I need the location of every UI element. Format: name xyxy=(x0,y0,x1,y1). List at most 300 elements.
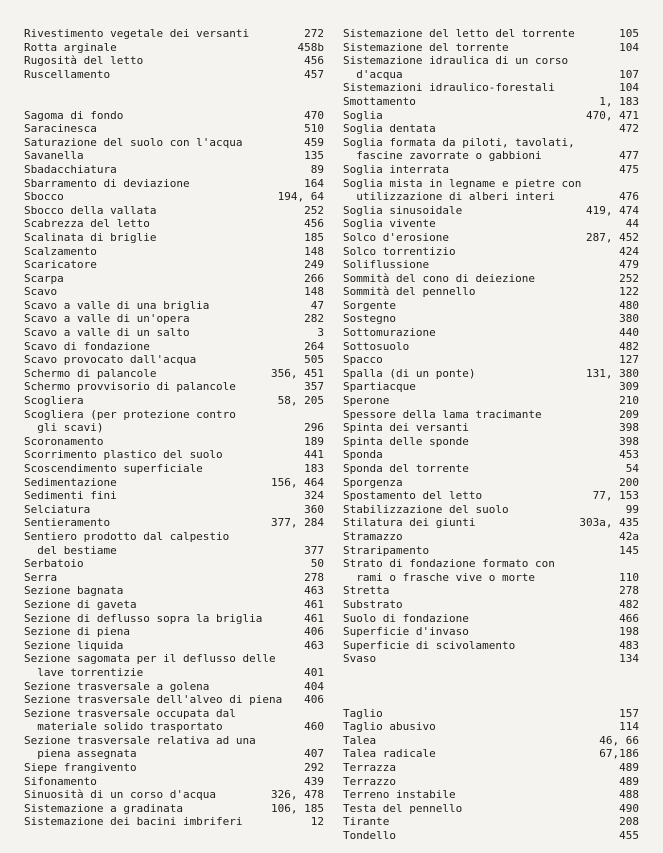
index-term: Tirante xyxy=(343,815,390,829)
index-term: Sifonamento xyxy=(24,774,97,788)
index-page-ref: 440 xyxy=(619,326,639,340)
index-page-ref: 208 xyxy=(619,815,639,829)
index-entry xyxy=(24,462,324,476)
index-page-ref: 482 xyxy=(619,339,639,353)
index-page-ref: 466 xyxy=(619,611,639,625)
index-term: Sommità del cono di deiezione xyxy=(343,271,536,285)
index-entry xyxy=(24,435,324,449)
index-page-ref: 453 xyxy=(619,448,639,462)
index-term: Solco d'erosione xyxy=(343,230,449,244)
index-page-ref: 309 xyxy=(619,380,639,394)
index-page-ref: 377, 284 xyxy=(271,516,324,530)
index-term: Soglia interrata xyxy=(343,162,449,176)
index-page-ref: 406 xyxy=(304,625,324,639)
index-term: Terrazza xyxy=(343,761,396,775)
index-term: Strato di fondazione formato con rami o frasche vive o morte xyxy=(343,557,555,584)
index-term: Sistemazioni idraulico-forestali xyxy=(343,81,555,95)
index-term: Sbadacchiatura xyxy=(24,162,117,176)
index-term: Rotta arginale xyxy=(24,40,117,54)
index-term: Terrazzo xyxy=(343,774,396,788)
index-term: Smottamento xyxy=(343,94,416,108)
index-entry xyxy=(24,136,324,150)
index-page-ref: 458b xyxy=(297,40,324,54)
index-page-ref: 44 xyxy=(625,217,639,231)
index-entry xyxy=(24,815,324,829)
index-page-ref: 441 xyxy=(304,448,324,462)
index-page-ref: 419, 474 xyxy=(586,203,639,217)
index-entry xyxy=(343,408,639,422)
index-gap xyxy=(343,680,639,694)
index-term: Straripamento xyxy=(343,543,430,557)
index-term: Scogliera xyxy=(24,394,84,408)
index-page-ref: 134 xyxy=(619,652,639,666)
index-entry xyxy=(343,421,639,435)
index-entry xyxy=(24,571,324,585)
index-page-ref: 164 xyxy=(304,176,324,190)
index-entry xyxy=(343,584,639,598)
index-entry xyxy=(24,612,324,626)
index-term: Sponda xyxy=(343,448,383,462)
index-term: Soglia mista in legname e pietre con utilizzazione di alberi interi xyxy=(343,176,582,204)
index-page-ref: 110 xyxy=(619,570,639,584)
index-term: Scoronamento xyxy=(24,434,104,448)
index-term: Sistemazione a gradinata xyxy=(24,801,183,815)
index-page-ref: 104 xyxy=(619,81,639,95)
index-term: Solco torrentizio xyxy=(343,244,456,258)
index-page-ref: 252 xyxy=(619,271,639,285)
index-term: Sezione sagomata per il deflusso delle lave torrentizie xyxy=(24,652,276,679)
index-entry xyxy=(343,353,639,367)
index-page-ref: 46, 66 xyxy=(599,733,639,747)
index-page-ref: 479 xyxy=(619,258,639,272)
index-entry xyxy=(343,326,639,340)
index-term: Stramazzo xyxy=(343,529,403,543)
index-page-ref: 398 xyxy=(619,434,639,448)
index-entry xyxy=(343,489,639,503)
index-entry xyxy=(343,231,639,245)
index-term: Stabilizzazione del suolo xyxy=(343,502,509,516)
index-entry xyxy=(24,54,324,68)
index-entry xyxy=(343,312,639,326)
index-page-ref: 460 xyxy=(304,720,324,734)
index-term: Soglia formata da piloti, tavolati, fascine zavorrate o gabbioni xyxy=(343,135,575,163)
index-page-ref: 106, 185 xyxy=(271,801,324,815)
index-entry xyxy=(343,204,639,218)
index-term: Suolo di fondazione xyxy=(343,611,469,625)
index-page-ref: 1, 183 xyxy=(599,94,639,108)
index-term: Scavo provocato dall'acqua xyxy=(24,353,197,367)
index-entry xyxy=(24,258,324,272)
index-page-ref: 200 xyxy=(619,475,639,489)
index-page-ref: 67,186 xyxy=(599,747,639,761)
index-page-ref: 50 xyxy=(310,557,324,571)
index-term: Scalinata di briglie xyxy=(24,230,157,244)
index-page-ref: 489 xyxy=(619,774,639,788)
index-page-ref: 470, 471 xyxy=(586,108,639,122)
index-entry xyxy=(24,326,324,340)
index-page-ref: 282 xyxy=(304,312,324,326)
index-page-ref: 424 xyxy=(619,244,639,258)
index-term: Sponda del torrente xyxy=(343,462,469,475)
index-page-ref: 148 xyxy=(304,285,324,299)
index-entry xyxy=(24,149,324,163)
index-term: Scavo a valle di un salto xyxy=(24,326,190,340)
index-page-ref: 480 xyxy=(619,298,639,312)
index-term: Sporgenza xyxy=(343,475,403,489)
index-page-ref: 105 xyxy=(619,27,639,40)
index-entry xyxy=(343,516,639,530)
index-entry xyxy=(24,177,324,191)
index-entry xyxy=(343,81,639,95)
index-entry xyxy=(343,652,639,666)
index-term: Scavo xyxy=(24,285,58,299)
index-page-ref: 210 xyxy=(619,394,639,408)
index-page-ref: 249 xyxy=(304,258,324,272)
index-term: Serbatoio xyxy=(24,557,84,571)
index-term: Talea xyxy=(343,733,377,747)
index-term: Sistemazione del letto del torrente xyxy=(343,27,575,40)
index-page-ref: 42a xyxy=(619,529,639,543)
index-page-ref: 107 xyxy=(619,67,639,81)
index-entry xyxy=(24,312,324,326)
index-page-ref: 456 xyxy=(304,217,324,231)
index-term: Sezione trasversale relativa ad una piena assegnata xyxy=(24,733,256,761)
index-term: Sentieramento xyxy=(24,516,111,530)
index-entry xyxy=(24,122,324,136)
index-page-ref: 185 xyxy=(304,230,324,244)
index-page-ref: 404 xyxy=(304,679,324,693)
index-entry xyxy=(24,680,324,694)
index-entry xyxy=(24,775,324,789)
index-term: Spalla (di un ponte) xyxy=(343,366,476,380)
index-term: Selciatura xyxy=(24,502,91,516)
index-page-ref: 157 xyxy=(619,706,639,720)
index-term: Schermo di palancole xyxy=(24,366,157,380)
index-page-ref: 287, 452 xyxy=(586,230,639,244)
index-page-ref: 456 xyxy=(304,54,324,68)
index-term: Soglia vivente xyxy=(343,217,436,231)
index-entry xyxy=(24,489,324,503)
index-page-ref: 439 xyxy=(304,774,324,788)
index-term: Scogliera (per protezione contro gli scavi) xyxy=(24,407,236,435)
index-term: Ruscellamento xyxy=(24,67,111,81)
index-entry xyxy=(343,122,639,136)
index-term: Scavo a valle di una briglia xyxy=(24,298,210,312)
index-term: Svaso xyxy=(343,652,377,666)
index-entry xyxy=(343,27,639,41)
index-gap xyxy=(24,95,324,109)
index-page-ref: 58, 205 xyxy=(277,394,324,408)
index-entry xyxy=(343,41,639,55)
index-entry xyxy=(343,380,639,394)
index-term: Sommità del pennello xyxy=(343,285,476,299)
index-term: Sezione liquida xyxy=(24,638,124,652)
index-page-ref: 356, 451 xyxy=(271,366,324,380)
index-entry xyxy=(24,190,324,204)
index-term: Tondello xyxy=(343,829,396,843)
index-term: Soglia dentata xyxy=(343,122,436,136)
index-page-ref: 264 xyxy=(304,339,324,353)
index-term: Saracinesca xyxy=(24,122,97,136)
index-page-ref: 104 xyxy=(619,40,639,54)
index-entry xyxy=(343,245,639,259)
index-page-ref: 272 xyxy=(304,27,324,40)
index-term: Taglio xyxy=(343,706,383,720)
index-term: Taglio abusivo xyxy=(343,720,436,734)
index-entry xyxy=(343,448,639,462)
index-entry xyxy=(343,272,639,286)
index-page-ref: 470 xyxy=(304,108,324,122)
index-term: Superficie d'invaso xyxy=(343,625,469,639)
index-page-ref: 475 xyxy=(619,162,639,176)
index-entry xyxy=(343,54,639,81)
index-page-ref: 463 xyxy=(304,638,324,652)
index-gap xyxy=(24,81,324,95)
index-term: Sistemazione idraulica di un corso d'acqua xyxy=(343,54,569,81)
index-term: Sistemazione dei bacini imbriferi xyxy=(24,815,243,829)
index-entry xyxy=(24,408,324,435)
index-page-ref: 377 xyxy=(304,543,324,557)
index-term: Sezione trasversale a golena xyxy=(24,679,210,693)
index-term: Sbocco xyxy=(24,190,64,204)
index-column-left xyxy=(24,27,324,829)
index-entry xyxy=(24,530,324,557)
index-page-ref: 54 xyxy=(625,462,639,475)
index-entry xyxy=(343,476,639,490)
index-term: Spartiacque xyxy=(343,380,416,394)
index-entry xyxy=(24,109,324,123)
index-term: Stilatura dei giunti xyxy=(343,516,476,530)
index-entry xyxy=(343,530,639,544)
index-term: Serra xyxy=(24,570,58,584)
index-entry xyxy=(24,761,324,775)
index-entry xyxy=(343,258,639,272)
index-entry xyxy=(343,503,639,517)
index-page-ref: 406 xyxy=(304,693,324,707)
index-entry xyxy=(343,340,639,354)
index-entry xyxy=(343,557,639,584)
index-entry xyxy=(24,693,324,707)
index-entry xyxy=(24,516,324,530)
index-entry xyxy=(24,639,324,653)
index-term: Sistemazione del torrente xyxy=(343,40,509,54)
index-page-ref: 99 xyxy=(625,502,639,516)
index-term: Scavo di fondazione xyxy=(24,339,150,353)
index-gap xyxy=(343,666,639,680)
index-entry xyxy=(24,557,324,571)
index-term: Spacco xyxy=(343,353,383,367)
index-term: Siepe frangivento xyxy=(24,761,137,775)
index-page-ref: 459 xyxy=(304,135,324,149)
index-entry xyxy=(24,625,324,639)
index-entry xyxy=(343,95,639,109)
index-page-ref: 510 xyxy=(304,122,324,136)
index-entry xyxy=(343,761,639,775)
index-page-ref: 461 xyxy=(304,611,324,625)
index-term: Spessore della lama tracimante xyxy=(343,407,542,421)
index-entry xyxy=(24,367,324,381)
index-page-ref: 505 xyxy=(304,353,324,367)
index-entry xyxy=(24,163,324,177)
index-entry xyxy=(24,340,324,354)
index-page-ref: 326, 478 xyxy=(271,788,324,802)
index-page-ref: 324 xyxy=(304,489,324,503)
index-entry xyxy=(24,245,324,259)
index-page-ref: 266 xyxy=(304,271,324,285)
index-entry xyxy=(343,734,639,748)
index-entry xyxy=(343,639,639,653)
index-page-ref: 122 xyxy=(619,285,639,299)
index-term: Soglia xyxy=(343,108,383,122)
index-term: Sorgente xyxy=(343,298,396,312)
index-entry xyxy=(343,136,639,163)
index-entry xyxy=(24,734,324,761)
index-term: Sagoma di fondo xyxy=(24,108,124,122)
index-page-ref: 252 xyxy=(304,203,324,217)
index-page-ref: 145 xyxy=(619,543,639,557)
index-term: Rugosità del letto xyxy=(24,54,144,68)
index-entry xyxy=(24,476,324,490)
index-entry xyxy=(343,815,639,829)
index-entry xyxy=(24,272,324,286)
index-entry xyxy=(343,788,639,802)
index-term: Substrato xyxy=(343,597,403,611)
index-term: Sezione trasversale dell'alveo di piena xyxy=(24,693,283,707)
index-entry xyxy=(343,109,639,123)
index-page-ref: 209 xyxy=(619,407,639,421)
index-term: Savanella xyxy=(24,149,84,163)
index-page-ref: 401 xyxy=(304,665,324,679)
index-entry xyxy=(24,68,324,82)
index-entry xyxy=(343,163,639,177)
index-page-ref: 472 xyxy=(619,122,639,136)
index-entry xyxy=(343,435,639,449)
index-term: Sezione trasversale occupata dal materiale solido trasportato xyxy=(24,706,236,734)
index-page-ref: 477 xyxy=(619,149,639,163)
index-page-ref: 77, 153 xyxy=(592,489,639,503)
index-entry xyxy=(24,394,324,408)
index-page-ref: 194, 64 xyxy=(277,190,324,204)
index-page-ref: 488 xyxy=(619,788,639,802)
index-term: Rivestimento vegetale dei versanti xyxy=(24,27,250,40)
index-entry xyxy=(24,380,324,394)
index-term: Scorrimento plastico del suolo xyxy=(24,448,223,462)
index-page-ref: 89 xyxy=(310,162,324,176)
index-entry xyxy=(343,747,639,761)
index-entry xyxy=(343,625,639,639)
index-term: Terreno instabile xyxy=(343,788,456,802)
index-term: Sezione bagnata xyxy=(24,584,124,598)
index-page-ref: 463 xyxy=(304,584,324,598)
index-entry xyxy=(24,285,324,299)
index-page-ref: 398 xyxy=(619,421,639,435)
index-term: Sezione di gaveta xyxy=(24,597,137,611)
index-entry xyxy=(24,598,324,612)
index-term: Spostamento del letto xyxy=(343,489,483,503)
index-term: Sezione di deflusso sopra la briglia xyxy=(24,611,263,625)
index-page-ref: 457 xyxy=(304,67,324,81)
index-entry xyxy=(24,41,324,55)
index-term: Scavo a valle di un'opera xyxy=(24,312,190,326)
index-entry xyxy=(343,177,639,204)
index-entry xyxy=(343,707,639,721)
index-term: Sedimenti fini xyxy=(24,489,117,503)
index-page-ref: 189 xyxy=(304,434,324,448)
index-page-ref: 135 xyxy=(304,149,324,163)
index-entry xyxy=(24,299,324,313)
index-term: Spinta dei versanti xyxy=(343,421,469,435)
index-page-ref: 292 xyxy=(304,761,324,775)
index-entry xyxy=(24,503,324,517)
index-term: Scarpa xyxy=(24,271,64,285)
index-entry xyxy=(343,544,639,558)
index-page-ref: 3 xyxy=(317,326,324,340)
index-page-ref: 490 xyxy=(619,801,639,815)
index-page-ref: 198 xyxy=(619,625,639,639)
index-entry xyxy=(343,367,639,381)
index-entry xyxy=(343,394,639,408)
index-term: Saturazione del suolo con l'acqua xyxy=(24,135,243,149)
index-page-ref: 278 xyxy=(619,584,639,598)
index-entry xyxy=(343,462,639,476)
index-entry xyxy=(24,231,324,245)
index-page-ref: 278 xyxy=(304,570,324,584)
index-term: Scoscendimento superficiale xyxy=(24,462,203,475)
index-term: Sperone xyxy=(343,394,390,408)
index-page-ref: 148 xyxy=(304,244,324,258)
index-page-ref: 303a, 435 xyxy=(579,516,639,530)
index-entry xyxy=(343,720,639,734)
index-entry xyxy=(24,584,324,598)
index-entry xyxy=(24,788,324,802)
index-page-ref: 476 xyxy=(619,190,639,204)
index-term: Sentiero prodotto dal calpestio del bestiame xyxy=(24,529,230,557)
index-entry xyxy=(343,598,639,612)
index-term: Sezione di piena xyxy=(24,625,130,639)
index-term: Soglia sinusoidale xyxy=(343,203,463,217)
index-page-ref: 156, 464 xyxy=(271,475,324,489)
index-page-ref: 380 xyxy=(619,312,639,326)
index-gap xyxy=(343,693,639,707)
index-page-ref: 357 xyxy=(304,380,324,394)
index-page-ref: 47 xyxy=(310,298,324,312)
index-entry xyxy=(343,217,639,231)
index-entry xyxy=(24,448,324,462)
index-term: Superficie di scivolamento xyxy=(343,638,516,652)
index-entry xyxy=(24,353,324,367)
index-term: Sbarramento di deviazione xyxy=(24,176,190,190)
index-term: Sbocco della vallata xyxy=(24,203,157,217)
index-term: Scalzamento xyxy=(24,244,97,258)
index-term: Soliflussione xyxy=(343,258,430,272)
index-page-ref: 407 xyxy=(304,747,324,761)
index-entry xyxy=(24,27,324,41)
index-term: Scaricatore xyxy=(24,258,97,272)
index-page-ref: 296 xyxy=(304,421,324,435)
index-term: Sostegno xyxy=(343,312,396,326)
index-page-ref: 483 xyxy=(619,638,639,652)
index-term: Sottomurazione xyxy=(343,326,436,340)
index-page-ref: 461 xyxy=(304,597,324,611)
index-entry xyxy=(343,829,639,843)
index-page-ref: 482 xyxy=(619,597,639,611)
index-page-ref: 131, 380 xyxy=(586,366,639,380)
index-term: Scabrezza del letto xyxy=(24,217,150,231)
index-term: Testa del pennello xyxy=(343,801,463,815)
index-term: Sedimentazione xyxy=(24,475,117,489)
index-page-ref: 360 xyxy=(304,502,324,516)
index-page-ref: 12 xyxy=(310,815,324,829)
